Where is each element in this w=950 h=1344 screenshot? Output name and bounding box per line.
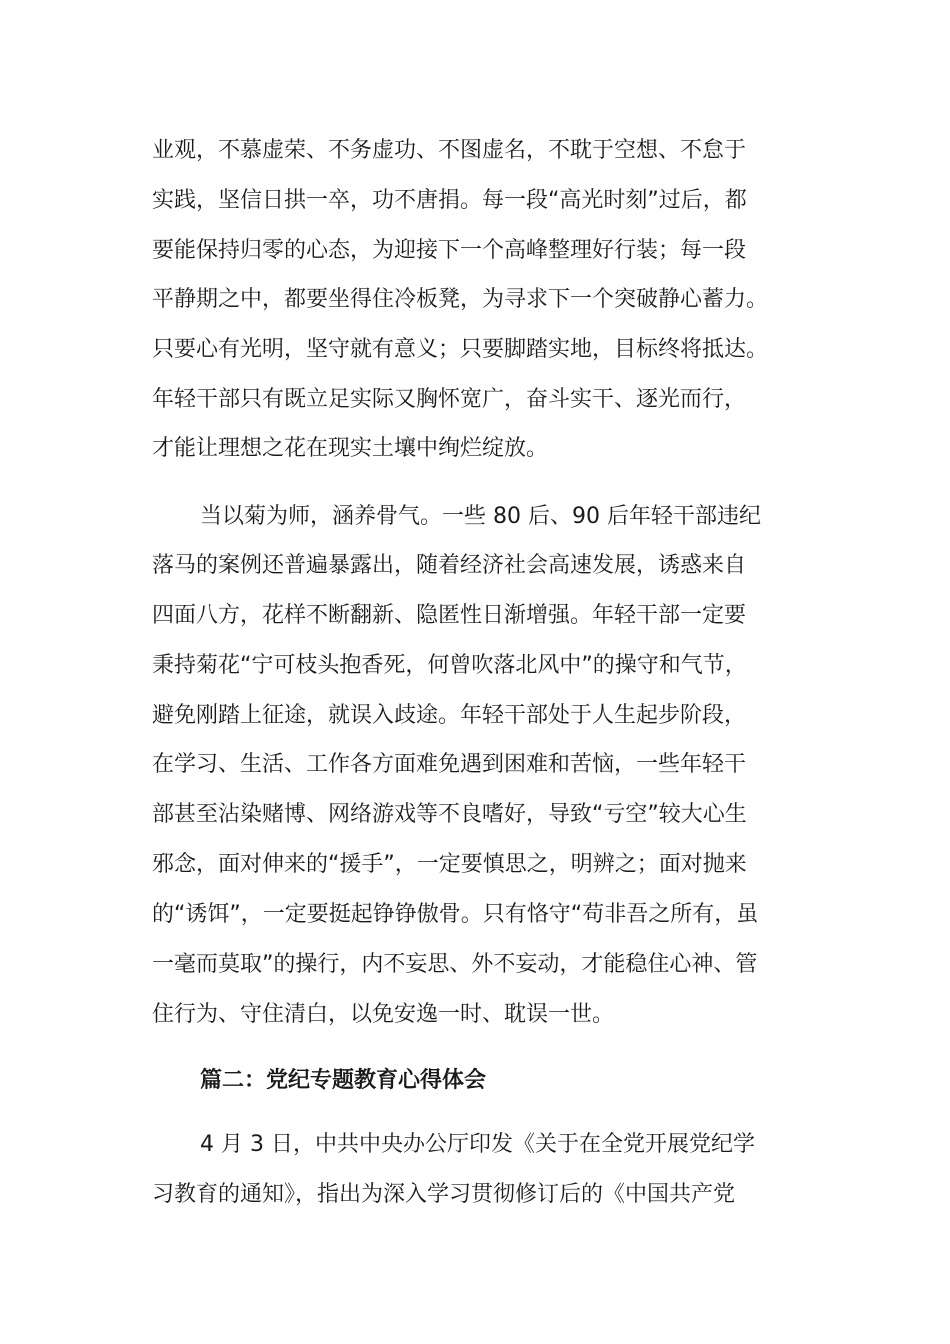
paragraph-line: 住行为、守住清白，以免安逸一时、耽误一世。 <box>152 1002 615 1027</box>
paragraph-line: 习教育的通知》，指出为深入学习贯彻修订后的《中国共产党 <box>152 1182 736 1207</box>
paragraph-line: 要能保持归零的心态，为迎接下一个高峰整理好行装；每一段 <box>152 238 747 263</box>
paragraph-line: 实践，坚信日拱一卒，功不唐捐。每一段“高光时刻”过后，都 <box>152 188 747 213</box>
paragraph-line: 秉持菊花“宁可枝头抱香死，何曾吹落北风中”的操守和气节， <box>152 653 747 678</box>
paragraph-line: 邪念，面对伸来的“援手”，一定要慎思之，明辨之；面对抛来 <box>152 852 747 877</box>
paragraph-line: 的“诱饵”，一定要挺起铮铮傲骨。只有恪守“苟非吾之所有，虽 <box>152 902 759 927</box>
paragraph-line: 四面八方，花样不断翻新、隐匿性日渐增强。年轻干部一定要 <box>152 603 747 628</box>
paragraph-line: 避免刚踏上征途，就误入歧途。年轻干部处于人生起步阶段， <box>152 703 747 728</box>
paragraph-line: 才能让理想之花在现实土壤中绚烂绽放。 <box>152 436 549 461</box>
paragraph-line: 一毫而莫取”的操行，内不妄思、外不妄动，才能稳住心神、管 <box>152 952 758 977</box>
paragraph-line: 在学习、生活、工作各方面难免遇到困难和苦恼，一些年轻干 <box>152 752 747 777</box>
paragraph-line: 平静期之中，都要坐得住冷板凳，为寻求下一个突破静心蓄力。 <box>152 287 769 312</box>
paragraph-line: 当以菊为师，涵养骨气。一些 80 后、90 后年轻干部违纪 <box>200 504 761 529</box>
paragraph-line: 4 月 3 日，中共中央办公厅印发《关于在全党开展党纪学 <box>200 1132 755 1157</box>
paragraph-line: 部甚至沾染赌博、网络游戏等不良嗜好，导致“亏空”较大心生 <box>152 802 747 827</box>
paragraph-line: 只要心有光明，坚守就有意义；只要脚踏实地，目标终将抵达。 <box>152 337 769 362</box>
section-heading: 篇二：党纪专题教育心得体会 <box>200 1068 487 1093</box>
paragraph-line: 落马的案例还普遍暴露出，随着经济社会高速发展，诱惑来自 <box>152 553 747 578</box>
paragraph-line: 年轻干部只有既立足实际又胸怀宽广，奋斗实干、逐光而行， <box>152 387 747 412</box>
paragraph-line: 业观，不慕虚荣、不务虚功、不图虚名，不耽于空想、不怠于 <box>152 138 747 163</box>
